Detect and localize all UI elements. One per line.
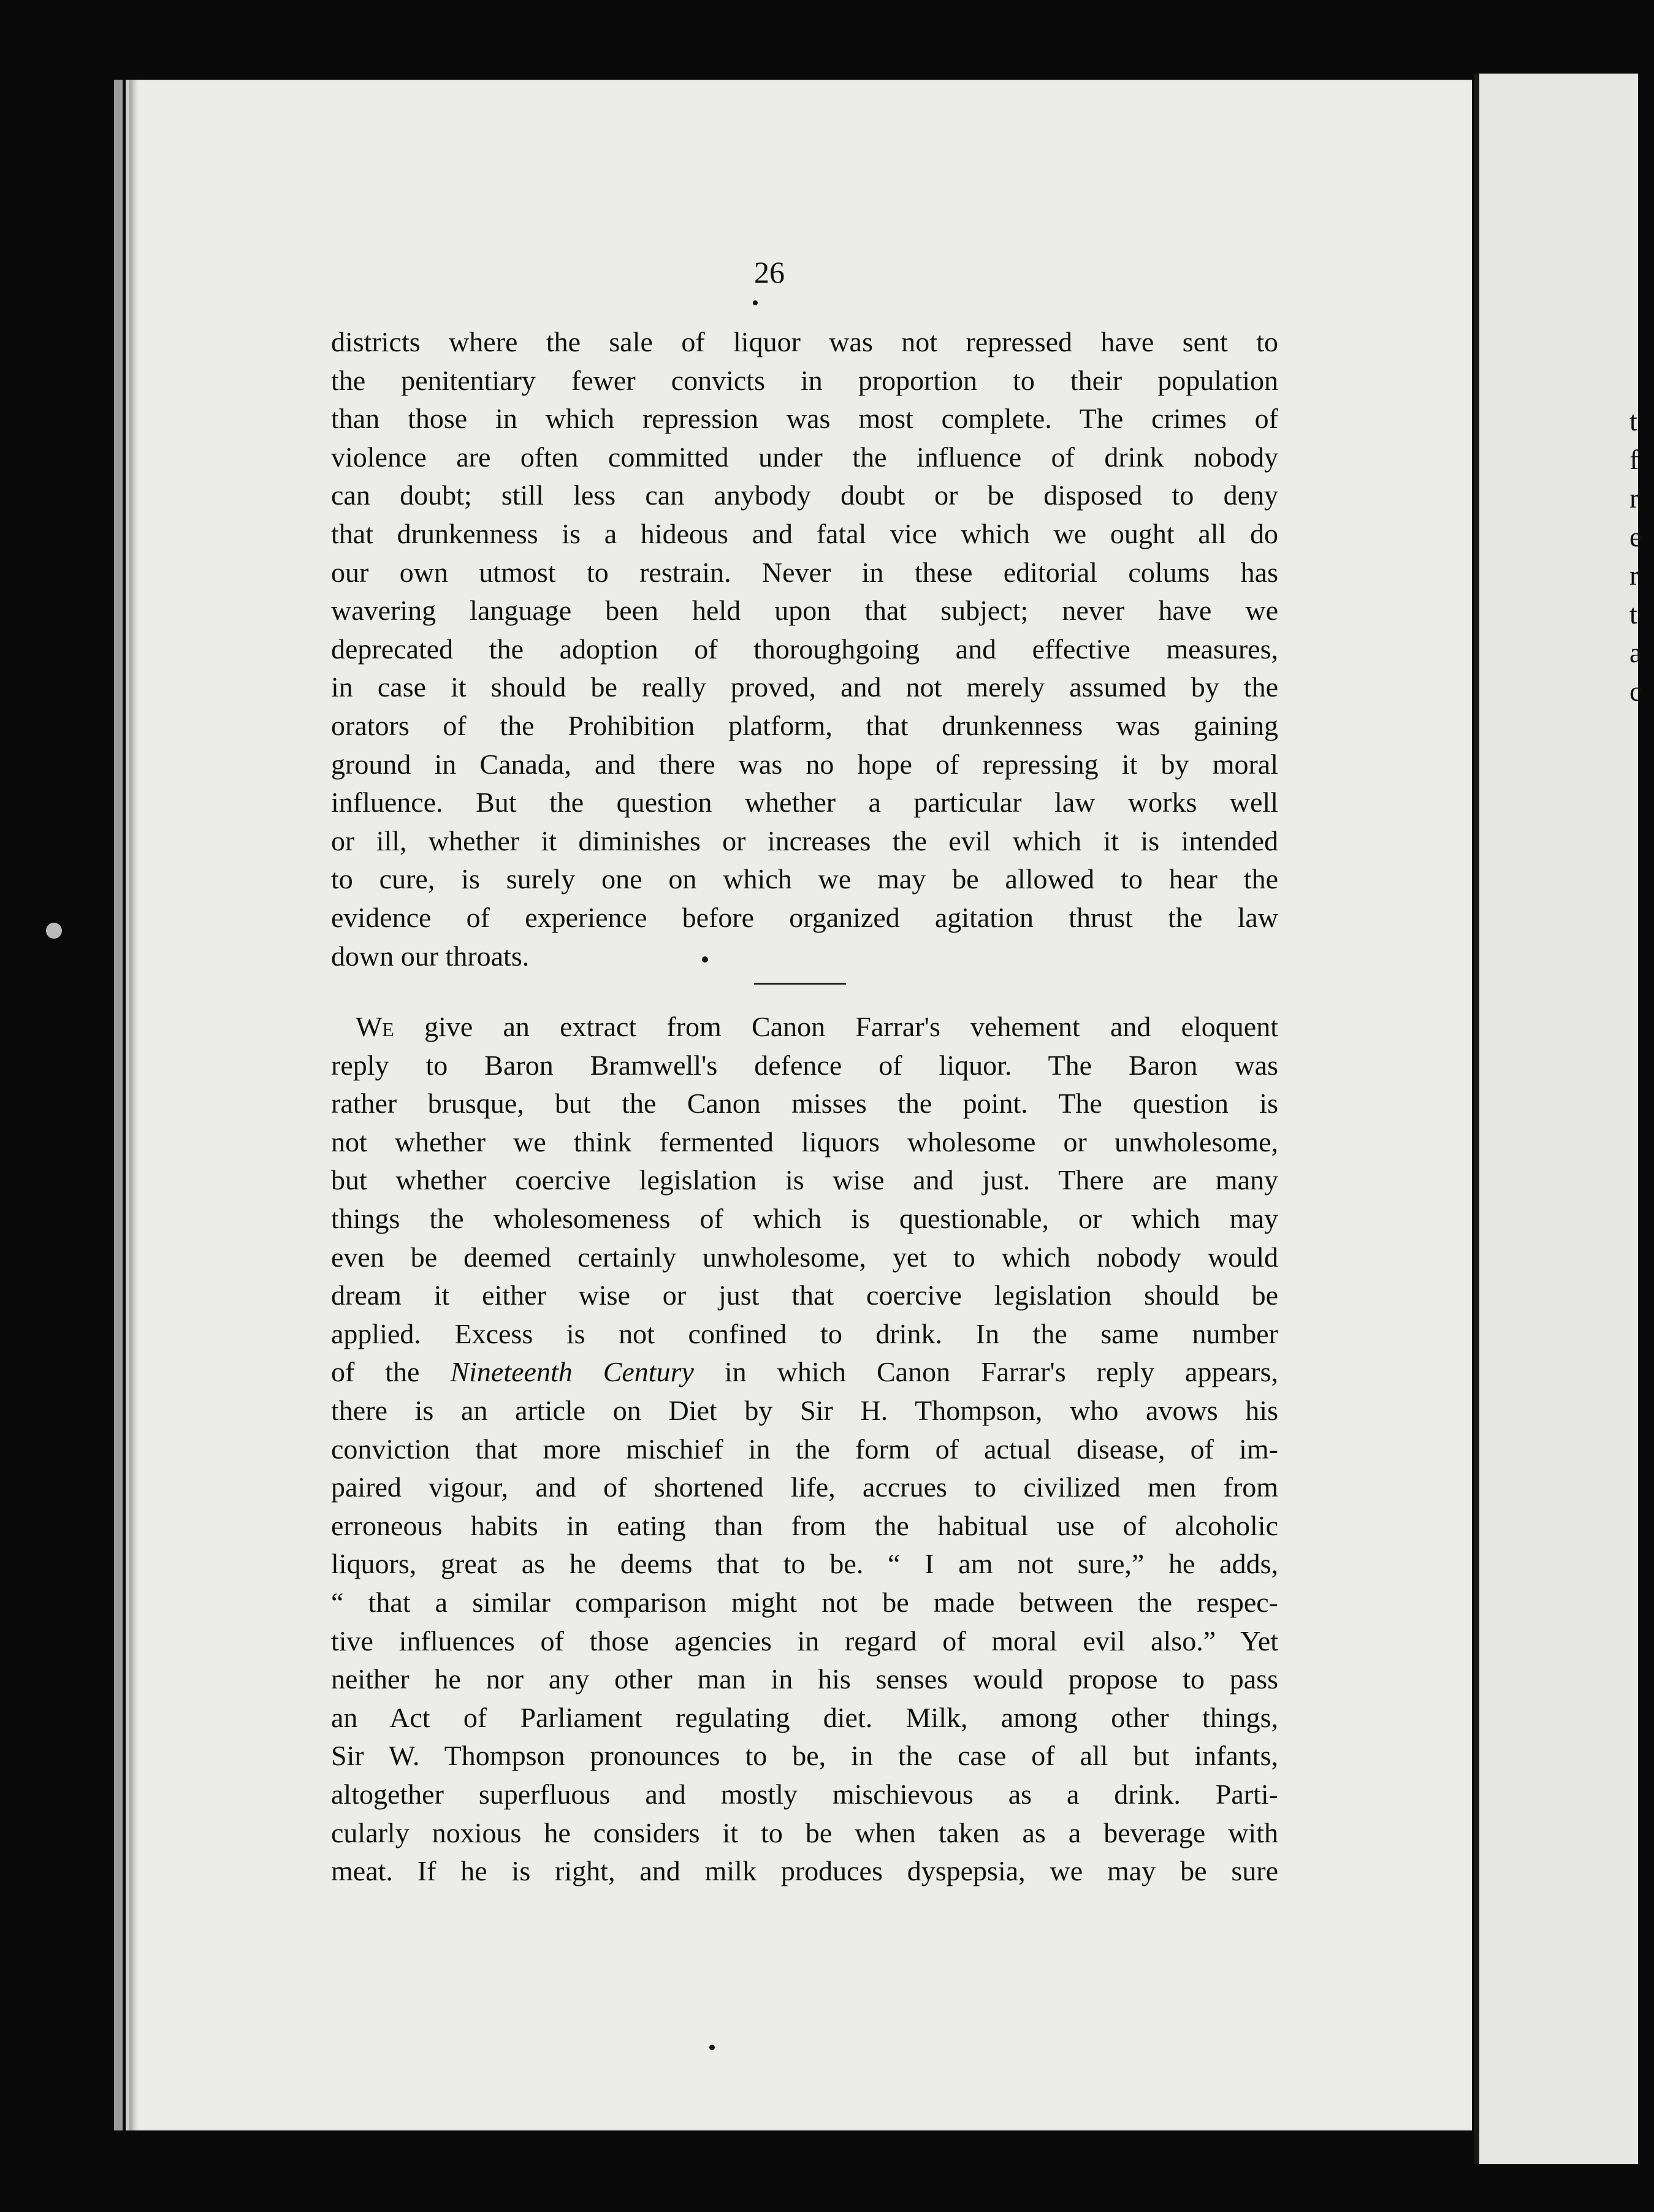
text-line: influence. But the question whether a particular law works well bbox=[331, 787, 1278, 818]
text-line: the penitentiary fewer convicts in proportion to their population bbox=[331, 364, 1278, 396]
text-line: deprecated the adoption of thoroughgoing and effective measures, bbox=[331, 633, 1278, 665]
text-line: conviction that more mischief in the form of actual disease, of im- bbox=[331, 1433, 1278, 1465]
text-line: liquors, great as he deems that to be. “ I am not sure,” he adds, bbox=[331, 1548, 1278, 1580]
facing-letter: f bbox=[1629, 444, 1639, 475]
scan-speck bbox=[46, 923, 62, 939]
text-line: erroneous habits in eating than from the habitual use of alcoholic bbox=[331, 1509, 1278, 1541]
text-line: our own utmost to restrain. Never in these editorial colums has bbox=[331, 556, 1278, 588]
text-line: applied. Excess is not confined to drink. In the same number bbox=[331, 1318, 1278, 1349]
facing-letter: r bbox=[1629, 560, 1639, 591]
paragraph-2 bbox=[331, 1008, 1278, 1891]
facing-letter: r bbox=[1629, 482, 1639, 514]
drop-initial: We bbox=[356, 1011, 394, 1043]
text-line: that drunkenness is a hideous and fatal vice which we ought all do bbox=[331, 517, 1278, 549]
journal-title: Nineteenth Century bbox=[450, 1356, 694, 1388]
text-line: things the wholesomeness of which is questionable, or which may bbox=[331, 1203, 1278, 1235]
text-line: orators of the Prohibition platform, that drunkenness was gaining bbox=[331, 709, 1278, 741]
facing-letter: t bbox=[1629, 598, 1637, 630]
text-line: Sir W. Thompson pronounces to be, in the case of all but infants, bbox=[331, 1740, 1278, 1772]
text-line: not whether we think fermented liquors wholesome or unwholesome, bbox=[331, 1126, 1278, 1157]
text-line: violence are often committed under the influence of drink nobody bbox=[331, 441, 1278, 473]
text-line: paired vigour, and of shortened life, accrues to civilized men from bbox=[331, 1471, 1278, 1503]
text-line bbox=[331, 1008, 1278, 1047]
facing-letter: c bbox=[1629, 676, 1642, 707]
text-line: down our throats. bbox=[331, 940, 530, 972]
facing-letter: a bbox=[1629, 637, 1642, 668]
section-divider bbox=[754, 983, 846, 985]
text-line: “ that a similar comparison might not be made between the respec- bbox=[331, 1587, 1278, 1618]
text-line: or ill, whether it diminishes or increases the evil which it is intended bbox=[331, 825, 1278, 856]
facing-page-text bbox=[1629, 402, 1654, 711]
text-fragment: in which Canon Farrar's reply appears, bbox=[693, 1356, 1279, 1388]
text-line-rest: give an extract from Canon Farrar's vehement and eloquent bbox=[394, 1011, 1278, 1043]
text-line bbox=[331, 1353, 1278, 1392]
text-line: meat. If he is right, and milk produces dyspepsia, we may be sure bbox=[331, 1855, 1278, 1887]
text-line: evidence of experience before organized agitation thrust the law bbox=[331, 901, 1278, 933]
text-line: there is an article on Diet by Sir H. Thompson, who avows his bbox=[331, 1395, 1278, 1427]
text-line: ground in Canada, and there was no hope of repressing it by moral bbox=[331, 748, 1278, 780]
text-line: altogether superfluous and mostly mischievous as a drink. Parti- bbox=[331, 1778, 1278, 1810]
text-line: even be deemed certainly unwholesome, yet to which nobody would bbox=[331, 1241, 1278, 1273]
text-fragment: of the bbox=[331, 1356, 451, 1388]
facing-letter: t bbox=[1629, 405, 1637, 437]
text-line: tive influences of those agencies in regard of moral evil also.” Yet bbox=[331, 1625, 1278, 1657]
facing-letter: e bbox=[1629, 521, 1642, 552]
scan-speck bbox=[702, 956, 708, 963]
text-line: districts where the sale of liquor was not repressed have sent to bbox=[331, 326, 1278, 357]
page-number: 26 bbox=[754, 255, 785, 289]
text-line: in case it should be really proved, and not merely assumed by the bbox=[331, 671, 1278, 703]
text-line: wavering language been held upon that subject; never have we bbox=[331, 595, 1278, 627]
paragraph-1 bbox=[331, 323, 1278, 975]
facing-page bbox=[1474, 74, 1642, 2164]
text-line: reply to Baron Bramwell's defence of liquor. The Baron was bbox=[331, 1049, 1278, 1081]
text-line: an Act of Parliament regulating diet. Milk, among other things, bbox=[331, 1701, 1278, 1733]
scan-speck bbox=[753, 300, 758, 305]
text-line: to cure, is surely one on which we may be allowed to hear the bbox=[331, 863, 1278, 895]
text-line: but whether coercive legislation is wise and just. There are many bbox=[331, 1164, 1278, 1196]
scan-speck bbox=[709, 2045, 715, 2050]
text-line: dream it either wise or just that coercive legislation should be bbox=[331, 1280, 1278, 1311]
text-line: cularly noxious he considers it to be when taken as a beverage with bbox=[331, 1817, 1278, 1848]
text-line: than those in which repression was most complete. The crimes of bbox=[331, 403, 1278, 435]
text-line: rather brusque, but the Canon misses the point. The question is bbox=[331, 1088, 1278, 1119]
body-text bbox=[331, 323, 1278, 1891]
page-edge bbox=[114, 80, 123, 2130]
text-line: neither he nor any other man in his senses would propose to pass bbox=[331, 1663, 1278, 1695]
text-line: can doubt; still less can anybody doubt or be disposed to deny bbox=[331, 479, 1278, 511]
